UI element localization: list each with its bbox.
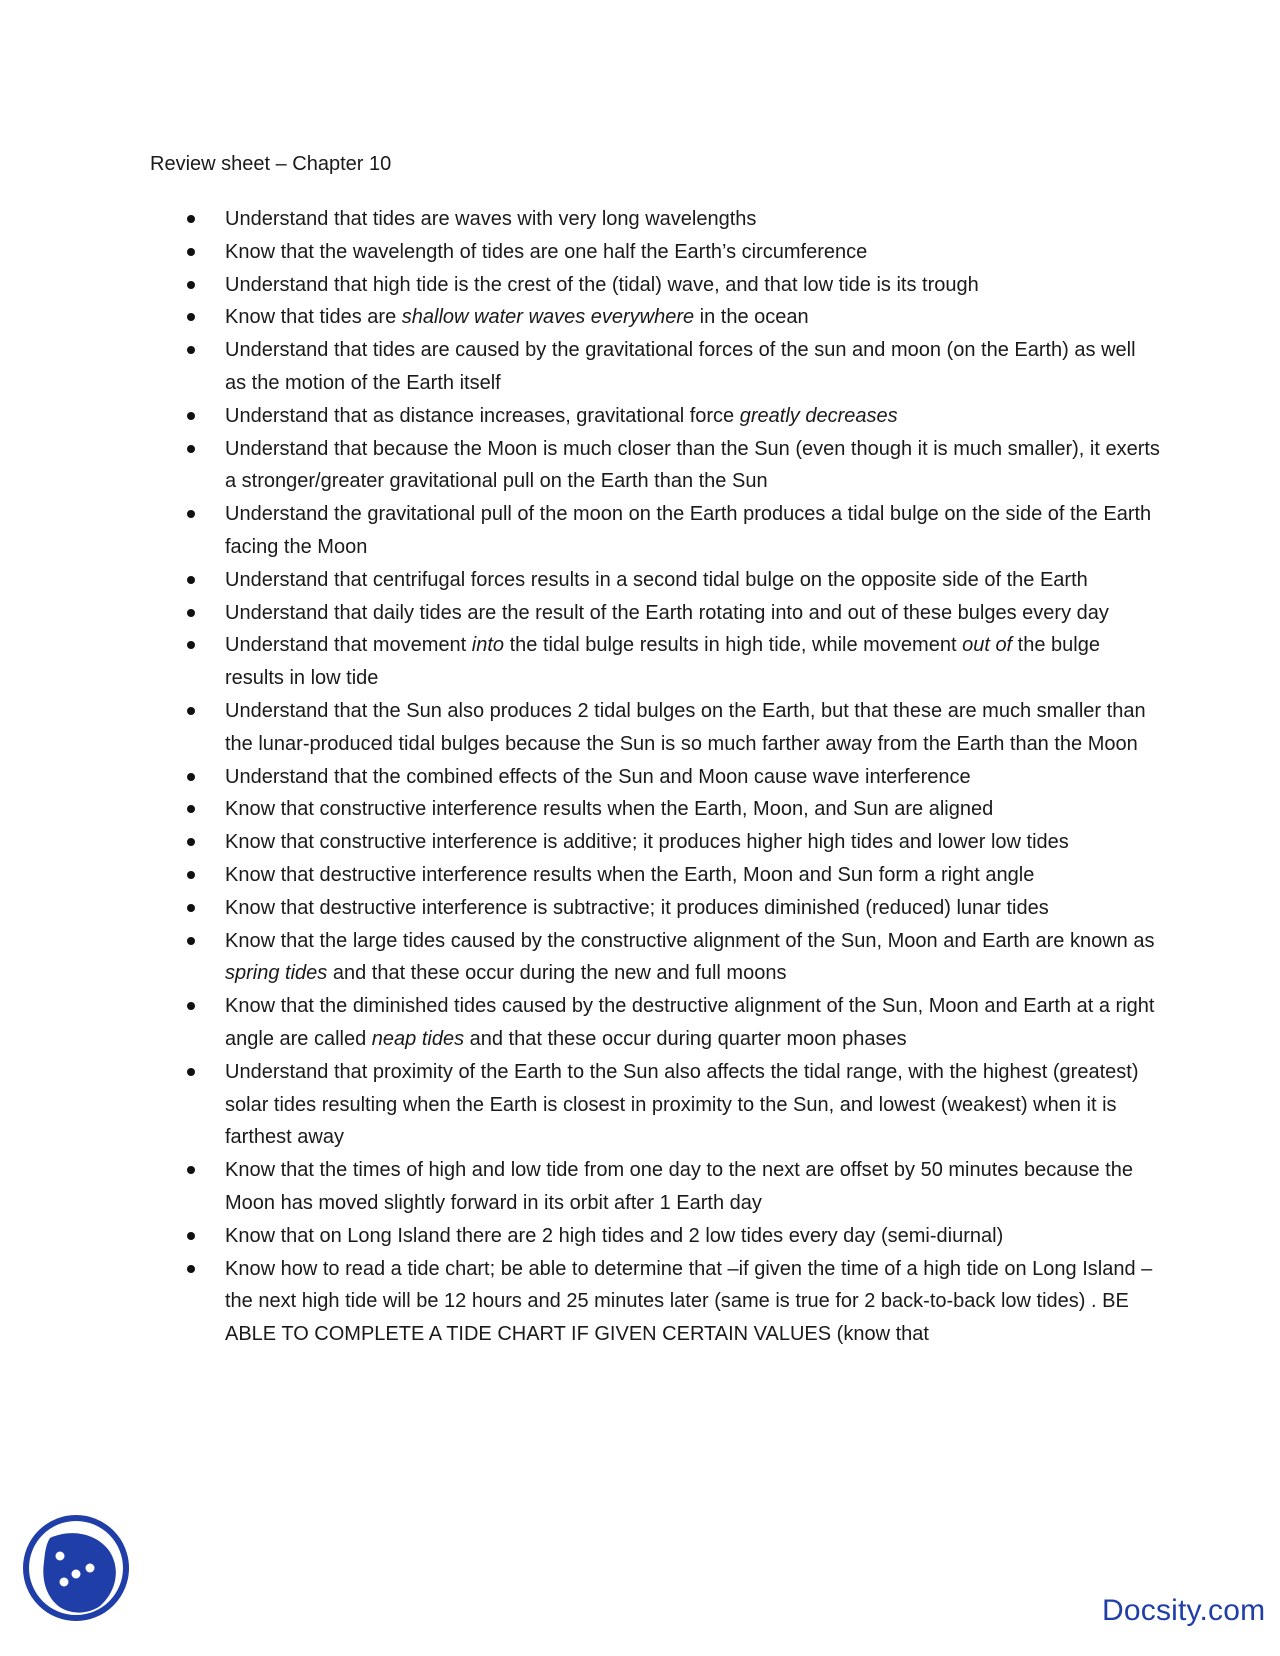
bullet-dot-icon [187, 707, 195, 715]
list-item [150, 1154, 1160, 1220]
text-segment: Understand the gravitational pull of the moon on the Earth produces a tidal bulge on the side of the Earth facing the Moon [225, 503, 1152, 558]
text-segment: and that these occur during the new and full moons [327, 962, 787, 985]
list-item [150, 269, 1160, 302]
docsity-logo-icon[interactable] [20, 1512, 132, 1624]
text-segment: Know that the large tides caused by the constructive alignment of the Sun, Moon and Earth are known as [225, 929, 1155, 952]
bullet-dot-icon [187, 313, 195, 321]
text-segment: Understand that as distance increases, gravitational force [225, 404, 740, 427]
list-item [150, 793, 1160, 826]
bullet-text [225, 995, 1154, 1050]
bullet-text [225, 897, 1049, 919]
text-segment: Know that the wavelength of tides are one half the Earth’s circumference [225, 240, 868, 263]
bullet-dot-icon [187, 215, 195, 223]
brand-link[interactable]: Docsity.com [1102, 1594, 1266, 1627]
list-item [150, 236, 1160, 269]
bullet-dot-icon [187, 1265, 195, 1273]
emphasis-text: into [471, 634, 505, 657]
bullet-list [150, 203, 1160, 1351]
text-segment: Know that destructive interference results when the Earth, Moon and Sun form a right angle [225, 863, 1035, 886]
list-item [150, 564, 1160, 597]
emphasis-text: spring tides [225, 962, 328, 985]
bullet-text [225, 405, 898, 427]
bullet-dot-icon [187, 412, 195, 420]
text-segment: Understand that tides are waves with very long wavelengths [225, 208, 757, 230]
bullet-text [225, 274, 979, 296]
text-segment: Know that on Long Island there are 2 high tides and 2 low tides every day (semi-diurnal) [225, 1224, 1004, 1247]
bullet-dot-icon [187, 576, 195, 584]
text-segment: in the ocean [694, 306, 809, 329]
text-segment: Know how to read a tide chart; be able to determine that –if given the time of a high tide on Long Island – the next high tide will be 12 hours and 25 minutes later (same is true for 2 back-to-back low tides) . BE ABLE TO COMPLETE A TIDE CHART IF GIVEN CERTAIN VALUES (know that [225, 1257, 1153, 1346]
emphasis-text: shallow water waves everywhere [401, 306, 695, 329]
list-item [150, 859, 1160, 892]
bullet-text [225, 1225, 1003, 1247]
bullet-text [225, 831, 1069, 853]
bullet-dot-icon [187, 445, 195, 453]
bullet-text [225, 930, 1154, 985]
bullet-text [225, 569, 1088, 591]
text-segment: Understand that the combined effects of the Sun and Moon cause wave interference [225, 765, 971, 788]
text-segment: Understand that the Sun also produces 2 tidal bulges on the Earth, but that these are much smaller than the lunar-produced tidal bulges because the Sun is so much farther away from the Earth than the Moon [225, 699, 1146, 755]
text-segment: Understand that daily tides are the result of the Earth rotating into and out of these bulges every day [225, 601, 1109, 624]
list-item [150, 498, 1160, 564]
list-item [150, 990, 1160, 1056]
list-item [150, 400, 1160, 433]
bullet-dot-icon [187, 641, 195, 649]
bullet-text [225, 1061, 1138, 1149]
bullet-dot-icon [187, 904, 195, 912]
bullet-dot-icon [187, 346, 195, 354]
list-item [150, 433, 1160, 499]
bullet-text [225, 766, 971, 788]
bullet-text [225, 798, 993, 820]
bullet-dot-icon [187, 281, 195, 289]
list-item [150, 892, 1160, 925]
bullet-dot-icon [187, 1232, 195, 1240]
text-segment: Understand that proximity of the Earth to the Sun also affects the tidal range, with the highest (greatest) solar tides resulting when the Earth is closest in proximity to the Sun, and lowest (weakest) when it is farthest away [225, 1060, 1139, 1149]
bullet-text [225, 700, 1146, 755]
list-item [150, 761, 1160, 794]
list-item [150, 826, 1160, 859]
text-segment: Understand that high tide is the crest of the (tidal) wave, and that low tide is its trough [225, 273, 979, 296]
text-segment: Know that constructive interference is additive; it produces higher high tides and lower low tides [225, 831, 1069, 854]
emphasis-text: out of [962, 634, 1013, 657]
bullet-text [225, 1258, 1152, 1346]
list-item [150, 1220, 1160, 1253]
text-segment: Know that tides are [225, 306, 402, 329]
bullet-text [225, 438, 1160, 493]
bullet-text [225, 1159, 1133, 1214]
list-item [150, 1253, 1160, 1351]
emphasis-text: greatly decreases [739, 404, 898, 427]
text-segment: Understand that centrifugal forces results in a second tidal bulge on the opposite side of the Earth [225, 568, 1088, 591]
emphasis-text: neap tides [371, 1027, 465, 1050]
bullet-dot-icon [187, 1002, 195, 1010]
bullet-dot-icon [187, 248, 195, 256]
text-segment: the bulge results in low tide [225, 634, 1100, 690]
list-item [150, 597, 1160, 630]
text-segment: Understand that because the Moon is much closer than the Sun (even though it is much smaller), it exerts a stronger/greater gravitational pull on the Earth than the Sun [225, 437, 1160, 493]
page-title: Review sheet – Chapter 10 [150, 153, 392, 175]
text-segment: and that these occur during quarter moon phases [464, 1027, 907, 1050]
bullet-text [225, 208, 756, 230]
list-item [150, 695, 1160, 761]
list-item [150, 301, 1160, 334]
text-segment: Know that destructive interference is subtractive; it produces diminished (reduced) lunar tides [225, 896, 1049, 919]
bullet-text [225, 503, 1151, 558]
bullet-text [225, 241, 867, 263]
bullet-text [225, 602, 1109, 624]
bullet-dot-icon [187, 871, 195, 879]
list-item [150, 925, 1160, 991]
bullet-dot-icon [187, 805, 195, 813]
bullet-dot-icon [187, 838, 195, 846]
bullet-text [225, 306, 809, 328]
list-item [150, 334, 1160, 400]
bullet-text [225, 864, 1034, 886]
list-item [150, 629, 1160, 695]
text-segment: Know that the diminished tides caused by the destructive alignment of the Sun, Moon and Earth at a right angle are called [225, 995, 1155, 1050]
bullet-dot-icon [187, 1068, 195, 1076]
text-segment: Know that the times of high and low tide from one day to the next are offset by 50 minutes because the Moon has moved slightly forward in its orbit after 1 Earth day [225, 1159, 1133, 1214]
bullet-dot-icon [187, 937, 195, 945]
bullet-dot-icon [187, 1166, 195, 1174]
bullet-text [225, 634, 1100, 689]
bullet-text [225, 339, 1136, 394]
text-segment: Know that constructive interference results when the Earth, Moon, and Sun are aligned [225, 798, 994, 821]
bullet-dot-icon [187, 609, 195, 617]
text-segment: Understand that tides are caused by the gravitational forces of the sun and moon (on the Earth) as well as the motion of the Earth itself [225, 339, 1136, 394]
bullet-dot-icon [187, 773, 195, 781]
list-item [150, 203, 1160, 236]
list-item [150, 1056, 1160, 1154]
text-segment: Understand that movement [225, 634, 472, 657]
text-segment: the tidal bulge results in high tide, while movement [504, 634, 963, 657]
bullet-dot-icon [187, 510, 195, 518]
